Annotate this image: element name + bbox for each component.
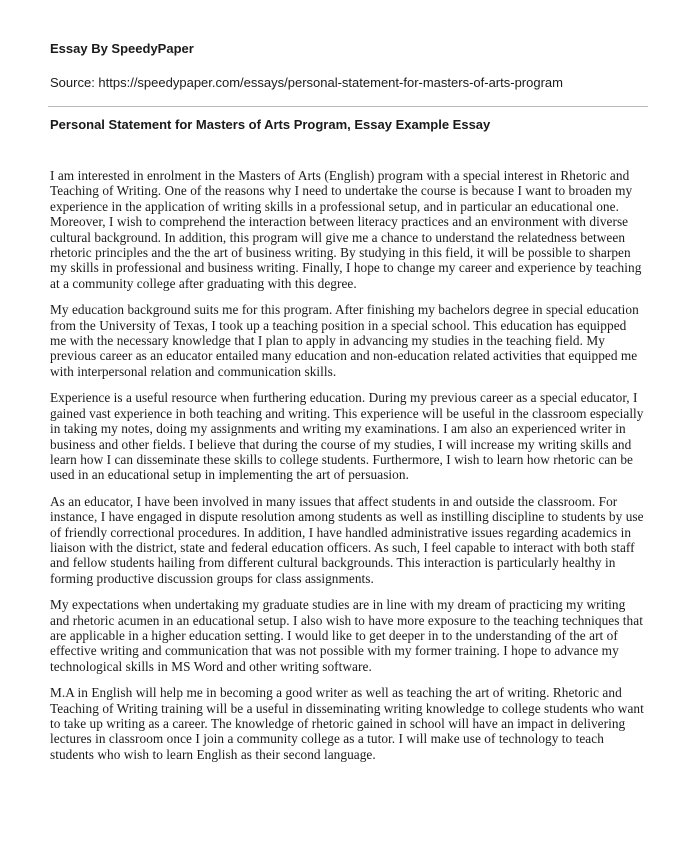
brand-label: Essay By SpeedyPaper	[50, 41, 194, 56]
paragraph: As an educator, I have been involved in many issues that affect students in and outside the classroom. For instance, I have engaged in dispute resolution among students as well as instilling discipline to students by use of friendly correctional procedures. In addition, I have handled administrative issues regarding academics in liaison with the district, state and federal education officers. As such, I feel capable to interact with both staff and fellow students hailing from different cultural backgrounds. This interaction is particularly healthy in forming productive discussion groups for class assignments.	[50, 493, 644, 586]
paragraph: My education background suits me for this program. After finishing my bachelors degree in special education from the University of Texas, I took up a teaching position in a special school. This education has equipped me with the necessary knowledge that I plan to apply in advancing my studies in the teaching field. My previous career as an educator entailed many education and non-education related activities that equipped me with interpersonal relation and communication skills.	[50, 302, 639, 379]
source-line: Source: https://speedypaper.com/essays/personal-statement-for-masters-of-arts-program	[50, 75, 563, 90]
paragraph: I am interested in enrolment in the Masters of Arts (English) program with a special interest in Rhetoric and Teaching of Writing. One of the reasons why I need to undertake the course is because I want to broaden my experience in the application of writing skills in a professional setup, and in particular an educational one. Moreover, I wish to comprehend the interaction between literacy practices and an environment with diverse cultural background. In addition, this program will give me a chance to understand the relatedness between rhetoric principles and the the art of business writing. By studying in this field, it will be possible to sharpen my skills in professional and business writing. Finally, I hope to change my career and experience by teaching at a community college after graduating with this degree.	[50, 168, 642, 291]
header-divider	[48, 106, 648, 107]
paragraph: M.A in English will help me in becoming a good writer as well as teaching the art of writing. Rhetoric and Teaching of Writing training will be a useful in disseminating writing knowledge to college students who want to take up writing as a career. The knowledge of rhetoric gained in school will have an impact in delivering lectures in classroom once I join a community college as a tutor. I will make use of technology to teach students who wish to learn English as their second language.	[50, 685, 644, 762]
document-body	[50, 168, 646, 762]
document-title: Personal Statement for Masters of Arts Program, Essay Example Essay	[50, 117, 491, 132]
paragraph: Experience is a useful resource when furthering education. During my previous career as a special educator, I gained vast experience in both teaching and writing. This experience will be useful in the classroom especially in taking my notes, doing my assignments and writing my examinations. I am also an experienced writer in business and other fields. I believe that during the course of my studies, I will increase my writing skills and learn how I can disseminate these skills to college students. Furthermore, I wish to learn how rhetoric can be used in an educational setup in implementing the art of persuasion.	[50, 390, 644, 483]
paragraph: My expectations when undertaking my graduate studies are in line with my dream of practicing my writing and rhetoric acumen in an educational setup. I also wish to have more exposure to the teaching techniques that are applicable in a higher education setting. I would like to get deeper in to the understanding of the art of effective writing and communication that was not possible with my former training. I hope to advance my technological skills in MS Word and other writing software.	[50, 597, 643, 674]
